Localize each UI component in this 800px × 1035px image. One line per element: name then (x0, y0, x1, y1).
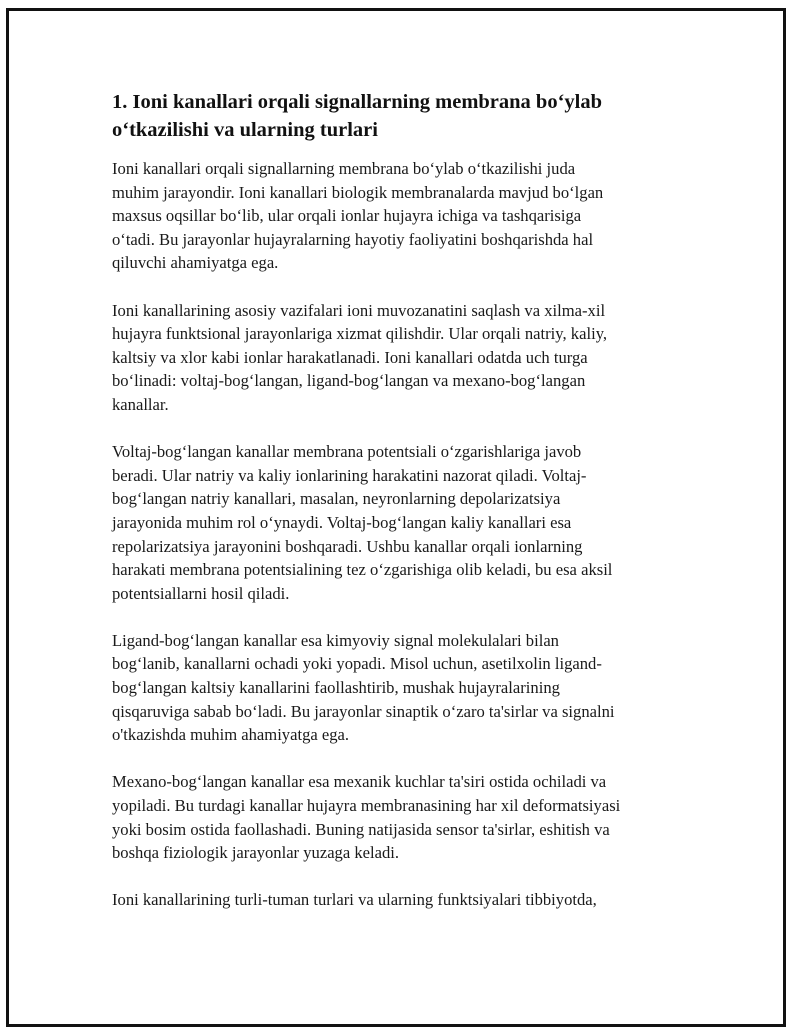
text-line: Mexano-bog‘langan kanallar esa mexanik kuchlar ta'siri ostida ochiladi va (112, 772, 607, 792)
paragraph-mechano-gated (112, 770, 702, 864)
paragraph-intro (112, 157, 702, 275)
paragraph-ligand-gated (112, 629, 702, 747)
heading-line: 1. Ioni kanallari orqali signallarning membrana bo‘ylab (112, 91, 602, 113)
text-line: bo‘linadi: voltaj-bog‘langan, ligand-bog‘langan va mexano-bog‘langan (112, 371, 586, 391)
text-line: hujayra funktsional jarayonlariga xizmat qilishdir. Ular orqali natriy, kaliy, (112, 324, 608, 344)
text-line: kaltsiy va xlor kabi ionlar harakatlanadi. Ioni kanallari odatda uch turga (112, 347, 588, 367)
text-line: Ioni kanallari orqali signallarning membrana bo‘ylab o‘tkazilishi juda (112, 159, 576, 178)
heading-line: o‘tkazilishi va ularning turlari (112, 119, 378, 141)
text-line: maxsus oqsillar bo‘lib, ular orqali ionlar hujayra ichiga va tashqarisiga (112, 206, 582, 226)
text-line: muhim jarayondir. Ioni kanallari biologik membranalarda mavjud bo‘lgan (112, 182, 604, 202)
paragraph-conclusion (112, 888, 702, 912)
text-line: qiluvchi ahamiyatga ega. (112, 253, 279, 273)
text-line: yoki bosim ostida faollashadi. Buning natijasida sensor ta'sirlar, eshitish va (112, 819, 610, 839)
paragraph-voltage-gated (112, 440, 702, 605)
text-line: Ligand-bog‘langan kanallar esa kimyoviy signal molekulalari bilan (112, 630, 559, 650)
text-line: o'tkazishda muhim ahamiyatga ega. (112, 725, 350, 745)
text-line: harakati membrana potentsialining tez o‘zgarishiga olib keladi, bu esa aksil (112, 560, 613, 580)
text-line: kanallar. (112, 394, 169, 414)
text-line: bog‘langan kaltsiy kanallarini faollashtirib, mushak hujayralarining (112, 678, 560, 698)
text-line: repolarizatsiya jarayonini boshqaradi. Ushbu kanallar orqali ionlarning (112, 536, 583, 556)
section-heading (112, 88, 702, 144)
text-line: Ioni kanallarining turli-tuman turlari va ularning funktsiyalari tibbiyotda, (112, 890, 597, 910)
text-line: o‘tadi. Bu jarayonlar hujayralarning hayotiy faoliyatini boshqarishda hal (112, 229, 594, 249)
text-line: potentsiallarni hosil qiladi. (112, 583, 290, 603)
paragraph-functions (112, 299, 702, 417)
text-line: Voltaj-bog‘langan kanallar membrana potentsiali o‘zgarishlariga javob (112, 442, 582, 462)
text-line: jarayonida muhim rol o‘ynaydi. Voltaj-bog‘langan kaliy kanallari esa (112, 512, 572, 532)
text-line: Ioni kanallarining asosiy vazifalari ioni muvozanatini saqlash va xilma-xil (112, 300, 606, 320)
text-line: yopiladi. Bu turdagi kanallar hujayra membranasining har xil deformatsiyasi (112, 796, 621, 816)
text-line: bog‘langan natriy kanallari, masalan, neyronlarning depolarizatsiya (112, 489, 561, 509)
document-body (112, 88, 702, 936)
text-line: boshqa fiziologik jarayonlar yuzaga keladi. (112, 843, 400, 863)
text-line: qisqaruviga sabab bo‘ladi. Bu jarayonlar sinaptik o‘zaro ta'sirlar va signalni (112, 701, 615, 721)
text-line: beradi. Ular natriy va kaliy ionlarining harakatini nazorat qiladi. Voltaj- (112, 465, 587, 485)
text-line: bog‘lanib, kanallarni ochadi yoki yopadi. Misol uchun, asetilxolin ligand- (112, 654, 602, 674)
